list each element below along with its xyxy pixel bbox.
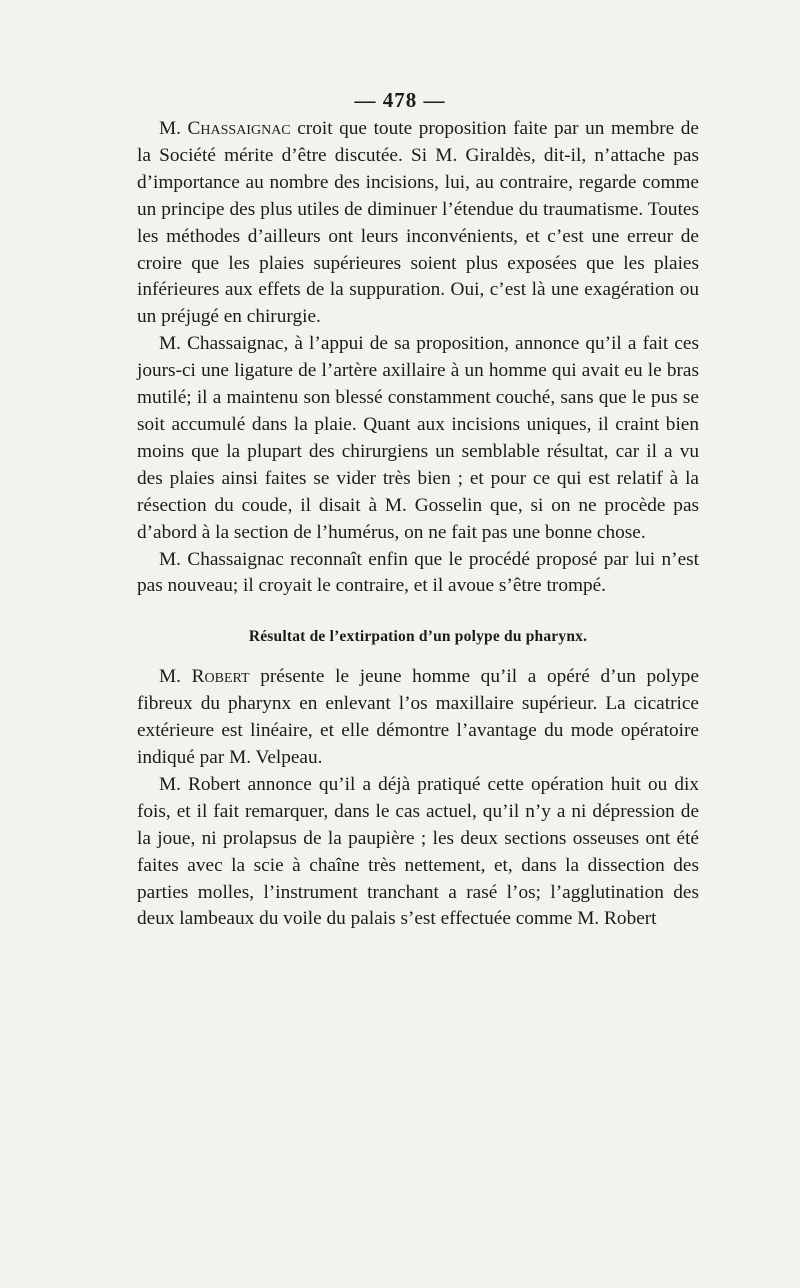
text-body: [137, 116, 699, 933]
paragraph: [137, 547, 699, 601]
speaker-name: M. Robert: [159, 666, 250, 688]
paragraph: [137, 772, 699, 933]
paragraph-text: M. Chassaignac, à l’appui de sa proposition, annonce qu’il a fait ces jours-ci une ligature de l’artère axillaire à un homme qui avait eu le bras mutilé; il a maintenu son blessé constamment couché, sans que le pus se soit accumulé dans la plaie. Quant aux incisions uniques, il craint bien moins que la plupart des chirurgiens un semblable résultat, car il a vu des plaies ainsi faites se vider très bien ; et pour ce qui est relatif à la résection du coude, il disait à M. Gosselin que, si on ne procède pas d’abord à la section de l’humérus, on ne fait pas une bonne chose.: [137, 333, 699, 543]
paragraph: [137, 664, 699, 772]
paragraph-text: M. Chassaignac reconnaît enfin que le procédé proposé par lui n’est pas nouveau; il croyait le contraire, et il avoue s’être trompé.: [137, 548, 699, 597]
paragraph-text: M. Robert annonce qu’il a déjà pratiqué cette opération huit ou dix fois, et il fait remarquer, dans le cas actuel, qu’il n’y a ni dépression de la joue, ni prolapsus de la paupière ; les deux sections osseuses ont été faites avec la scie à chaîne très nettement, et, dans la dissection des parties molles, l’instrument tranchant a rasé l’os; l’agglutination des deux lambeaux du voile du palais s’est effectuée comme M. Robert: [137, 773, 699, 930]
paragraph-text: croit que toute proposition faite par un membre de la Société mérite d’être discutée. Si M. Giraldès, dit-il, n’attache pas d’importance au nombre des incisions, lui, au contraire, regarde comme un principe des plus utiles de diminuer l’étendue du traumatisme. Toutes les méthodes d’ailleurs ont leurs inconvénients, et c’est une erreur de croire que les plaies supérieures soient plus exposées que les plaies inférieures aux effets de la suppuration. Oui, c’est là une exagération ou un préjugé en chirurgie.: [137, 118, 699, 328]
section-heading: Résultat de l’extirpation d’un polype du pharynx.: [248, 628, 588, 646]
paragraph: [137, 331, 699, 546]
paragraph-text: présente le jeune homme qu’il a opéré d’un polype fibreux du pharynx en enlevant l’os maxillaire supérieur. La cicatrice extérieure est linéaire, et elle démontre l’avantage du mode opératoire indiqué par M. Velpeau.: [137, 666, 700, 769]
speaker-name: M. Chassaignac: [159, 118, 291, 139]
page-number: — 478 —: [354, 88, 446, 112]
paragraph: [137, 116, 699, 331]
